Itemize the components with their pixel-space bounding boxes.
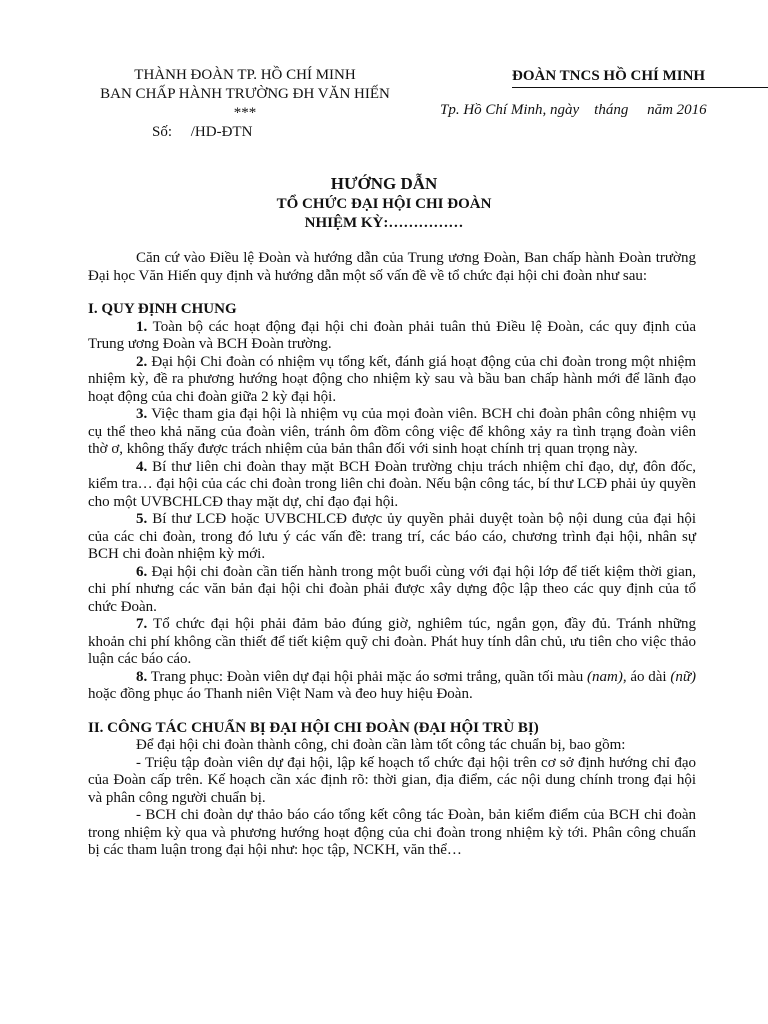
intro-paragraph: Căn cứ vào Điều lệ Đoàn và hướng dẫn của Trung ương Đoàn, Ban chấp hành Đoàn trường Đại học Văn Hiến quy định và hướng dẫn một số vấn đề về tổ chức đại hội chi đoàn như sau: [88, 250, 696, 284]
item-number: 8. [136, 668, 148, 685]
spacer [88, 285, 696, 301]
item-text: Bí thư liên chi đoàn thay mặt BCH Đoàn trường chịu trách nhiệm chỉ đạo, dự, đôn đốc, kiểm tra… đại hội của các chi đoàn trong liên chi đoàn. Nếu bận công tác, bí thư LCĐ phải ủy quyền cho một UVBCHLCĐ thay mặt dự, chỉ đạo đại hội. [88, 458, 696, 510]
number-label: Số: [152, 124, 173, 140]
item-text: Đại hội Chi đoàn có nhiệm vụ tổng kết, đánh giá hoạt động của chi đoàn trong một nhiệm nhiệm kỳ, đề ra phương hướng hoạt động cho nhiệm kỳ sau và bầu ban chấp hành mới để lãnh đạo hoạt động của chi đoàn giữa 2 kỳ đại hội. [88, 353, 696, 405]
item-text: Việc tham gia đại hội là nhiệm vụ của mọi đoàn viên. BCH chi đoàn phân công nhiệm vụ cụ thể theo khả năng của đoàn viên, tránh ôm đồm công việc để không xảy ra tình trạng đoàn viên thờ ơ, không thấy được trách nhiệm của bản thân đối với sinh hoạt chính trị quan trọng này. [88, 406, 696, 457]
section-1-item-3 [88, 406, 696, 459]
title-sub: TỔ CHỨC ĐẠI HỘI CHI ĐOÀN [276, 196, 492, 212]
number-value: /HD-ĐTN [190, 124, 253, 140]
item-number: 7. [136, 616, 148, 632]
section-1-item-4 [88, 459, 696, 512]
item-number: 2. [136, 353, 148, 370]
section-2-bullet-2: - BCH chi đoàn dự thảo báo cáo tổng kết công tác Đoàn, bản kiểm điểm của BCH chi đoàn trong nhiệm kỳ qua và phương hướng hoạt động của chi đoàn trong nhiệm kỳ tới. Phân công chuẩn bị các tham luận trong đại hội như: học tập, NCKH, văn thể… [88, 807, 696, 858]
org-line-1: THÀNH ĐOÀN TP. HỒ CHÍ MINH [134, 67, 356, 83]
spacer [88, 704, 696, 720]
section-1-item-7 [88, 616, 696, 669]
title-main: HƯỚNG DẪN [330, 174, 438, 193]
document-title [0, 174, 768, 233]
issuer-block [80, 66, 410, 142]
item-text: Đại hội chi đoàn cần tiến hành trong một buổi cùng với đại hội lớp để tiết kiệm thời gian, chi phí nhưng các văn bản đại hội chi đoàn phải được xây dựng độc lập theo các quy định của tổ chức Đoàn. [88, 563, 696, 615]
section-1-heading: I. QUY ĐỊNH CHUNG [88, 301, 237, 317]
union-title: ĐOÀN TNCS HỒ CHÍ MINH [512, 68, 768, 88]
item-number: 5. [136, 511, 148, 527]
section-1-item-8 [88, 669, 696, 704]
section-1-item-6 [88, 564, 696, 617]
item-number: 6. [136, 563, 148, 580]
dateline: Tp. Hồ Chí Minh, ngày tháng năm 2016 [440, 102, 707, 118]
org-line-2: BAN CHẤP HÀNH TRƯỜNG ĐH VĂN HIẾN [100, 86, 390, 102]
stars-separator: *** [233, 105, 257, 121]
section-2-intro: Để đại hội chi đoàn thành công, chi đoàn cần làm tốt công tác chuẩn bị, bao gồm: [136, 737, 626, 753]
item-text: hoặc đồng phục áo Thanh niên Việt Nam và đeo huy hiệu Đoàn. [88, 686, 473, 702]
item-number: 4. [136, 458, 148, 475]
item-text: Bí thư LCĐ hoặc UVBCHLCĐ được ủy quyền phải duyệt toàn bộ nội dung của đại hội của các chi đoàn, trong đó lưu ý các vấn đề: trang trí, các báo cáo, chương trình đại hội, nhân sự BCH chi đoàn nhiệm kỳ mới. [88, 511, 696, 562]
section-2-bullet-1: - Triệu tập đoàn viên dự đại hội, lập kế hoạch tổ chức đại hội trên cơ sở định hướng chỉ đạo của Đoàn cấp trên. Kế hoạch cần xác định rõ: thời gian, địa điểm, các nội dung chính trong đại hội và phân công người chuẩn bị. [88, 754, 696, 806]
item-text: Toàn bộ các hoạt động đại hội chi đoàn phải tuân thủ Điều lệ Đoàn, các quy định của Trung ương Đoàn và BCH Đoàn trường. [88, 318, 696, 352]
section-1-item-2 [88, 354, 696, 407]
item-text-male: (nam) [587, 668, 623, 685]
item-text-female: (nữ) [670, 668, 697, 685]
item-text: Trang phục: Đoàn viên dự đại hội phải mặc áo sơmi trắng, quần tối màu [147, 668, 588, 685]
title-term: NHIỆM KỲ:…………… [304, 215, 464, 231]
item-number: 3. [136, 406, 148, 422]
section-1-item-5 [88, 511, 696, 564]
item-text: , áo dài [622, 668, 671, 685]
section-2-heading: II. CÔNG TÁC CHUẨN BỊ ĐẠI HỘI CHI ĐOÀN (ĐẠI HỘI TRÙ BỊ) [88, 719, 539, 736]
item-text: Tổ chức đại hội phải đảm bảo đúng giờ, nghiêm túc, ngắn gọn, đầy đủ. Tránh những khoản chi phí không cần thiết để tiết kiệm quỹ chi đoàn. Phát huy tính dân chủ, ưu tiên cho việc thảo luận các báo cáo. [88, 616, 696, 667]
section-1-item-1 [88, 319, 696, 354]
document-body [88, 250, 696, 860]
document-number [80, 123, 410, 142]
item-number: 1. [136, 318, 148, 335]
